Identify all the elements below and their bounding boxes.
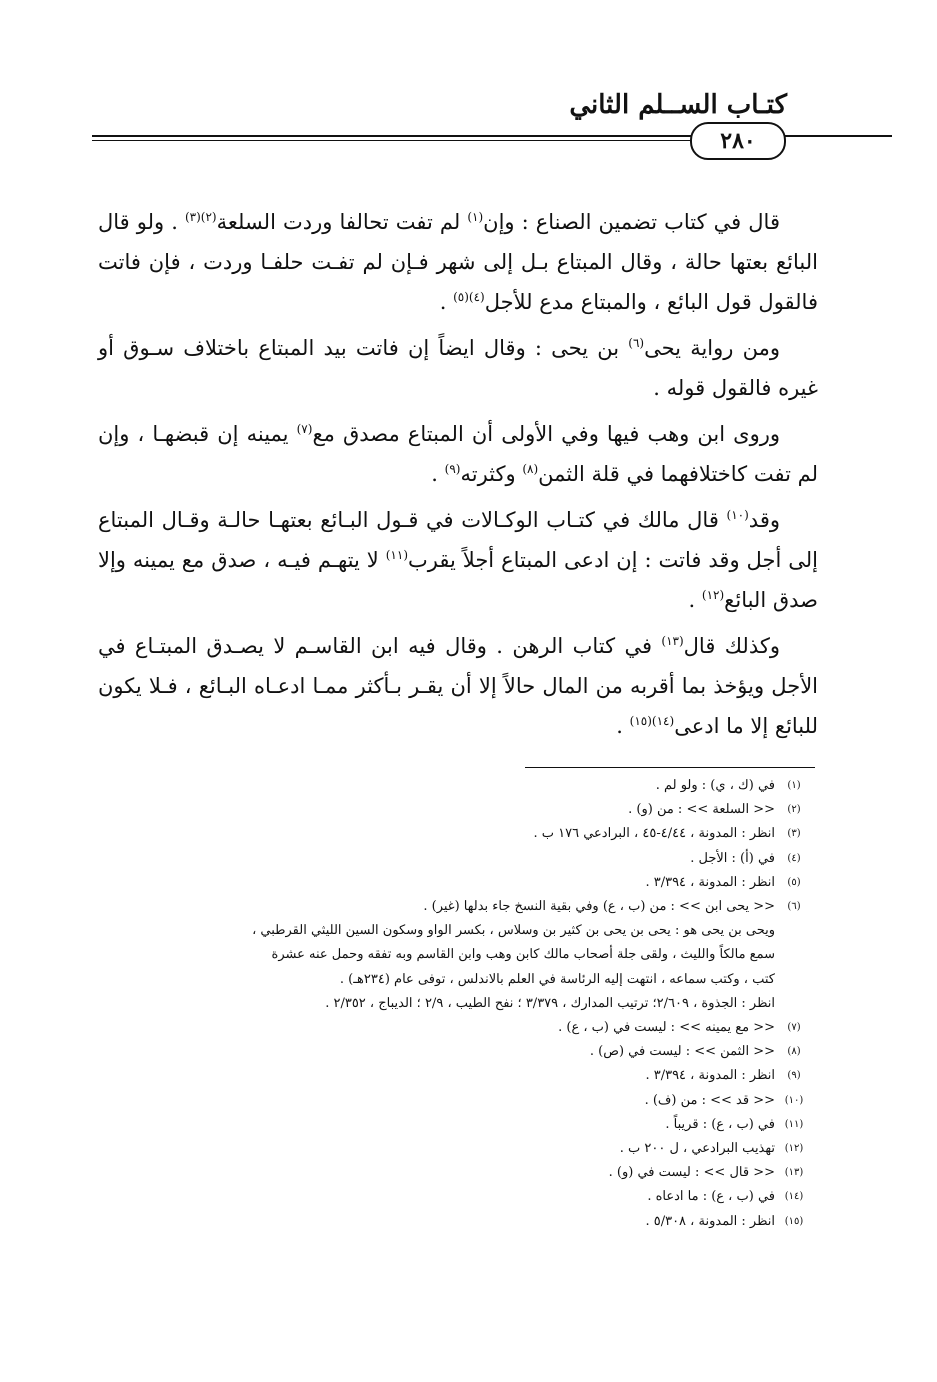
footnote	[95, 871, 813, 895]
text-run: وكثرته	[460, 462, 523, 486]
footnote	[95, 847, 813, 871]
footnote-number: (١٠)	[784, 1094, 804, 1106]
footnote-text: << يحى ابن >> : من (ب ، ع) وفي بقية النسخ جاء بدلها (غير) .	[423, 899, 775, 915]
text-run: لا يتهـم فيـه ، صدق مع يمينه وإلا صدق البائع	[98, 548, 818, 612]
paragraph	[98, 500, 818, 620]
footnote-text: في (ب ، ع) : قريباً .	[665, 1116, 775, 1132]
footnote-ref[interactable]: (٨)	[522, 462, 539, 476]
footnote-text: << السلعة >> : من (و) .	[628, 802, 775, 818]
footnote-number: (٧)	[787, 1022, 801, 1034]
footnote-number: (١)	[787, 780, 801, 791]
footnote-text: << مع يمينه >> : ليست في (ب ، ع) .	[558, 1020, 775, 1036]
footnote-text: انظر : المدونة ، ٤/٤٤-٤٥ ، البرادعي ١٧٦ ب .	[533, 826, 775, 842]
text-run: بن يحى : وقال ايضاً إن فاتت بيد المبتاع باختلاف سـوق أو غيره فالقول قوله .	[98, 336, 818, 400]
footnote-number: (١٢)	[784, 1143, 804, 1155]
text-run: وقد	[748, 508, 780, 532]
text-run: قال مالك في كتـاب الوكـالات في قـول البـائع بعتهـا حالـة وقـال المبتاع إلى أجل وقد فاتت : إن ادعى المبتاع أجلاً يقرب	[98, 508, 818, 572]
footnote-ref[interactable]: (١٠)	[726, 508, 749, 522]
footnote-number: (٦)	[787, 901, 801, 913]
footnote	[95, 1161, 813, 1185]
paragraph	[98, 626, 818, 746]
footnote-number: (٢)	[787, 804, 801, 816]
footnote-text: في (ك ، ي) : ولو لم .	[655, 778, 775, 793]
page-number: ٢٨٠	[690, 122, 786, 160]
footnote	[95, 774, 813, 798]
text-run: يمينه إن قبضهـا ، وإن لم تفت كاختلافهما في قلة الثمن	[98, 422, 818, 486]
text-run: .	[439, 290, 454, 314]
text-run: في كتاب الرهن . وقال فيه ابن القاسـم لا يصـدق المبتـاع في الأجل ويؤخذ بما أقربه من المال حالاً إلا أن يقـر بـأكثر ممـا ادعـاه البـائع ، فـلا يكون للبائع إلا ما ادعى	[98, 634, 818, 738]
footnote-text: << قال >> : ليست في (و) .	[608, 1165, 775, 1181]
footnote-number: (٤)	[787, 852, 801, 864]
text-run: .	[431, 462, 445, 486]
footnote-continuation: انظر : الجذوة ، ٢/٦٠٩؛ ترتيب المدارك ، ٣/٣٧٩ ؛ نفح الطيب ، ٢/٩ ؛ الديباج ، ٢/٣٥٢ .	[325, 995, 775, 1011]
text-run: وروى ابن وهب فيها وفي الأولى أن المبتاع مصدق مع	[312, 422, 780, 446]
footnote	[95, 1113, 813, 1137]
footnote	[95, 798, 813, 822]
footnote-ref[interactable]: (٢)(٣)	[184, 210, 217, 224]
paragraph	[98, 414, 818, 494]
footnote-number: (١١)	[784, 1118, 804, 1130]
footnote-number: (٥)	[787, 876, 801, 888]
footnotes	[95, 774, 813, 1234]
footnote-text: انظر : المدونة ، ٣/٣٩٤ .	[645, 874, 775, 890]
main-text	[98, 202, 818, 752]
footnote-ref[interactable]: (١٣)	[661, 634, 684, 648]
footnote-number: (١٥)	[784, 1215, 804, 1227]
footnote-text: في (ب ، ع) : ما ادعاه .	[647, 1189, 775, 1205]
text-run: ومن رواية يحى	[644, 336, 780, 360]
footnote-number: (٨)	[787, 1046, 801, 1058]
footnote	[95, 822, 813, 846]
footnote	[95, 1016, 813, 1040]
footnote-ref[interactable]: (٧)	[296, 422, 313, 436]
footnote-ref[interactable]: (١٢)	[701, 588, 725, 602]
footnote-number: (١٣)	[784, 1167, 804, 1179]
footnote-text: انظر : المدونة ، ٣/٣٩٤ .	[645, 1068, 775, 1084]
footnote-ref[interactable]: (١)	[467, 210, 484, 224]
footnote-number: (٩)	[787, 1070, 801, 1082]
footnote-ref[interactable]: (١١)	[385, 548, 408, 562]
footnote-ref[interactable]: (٤)(٥)	[453, 290, 485, 304]
footnote	[95, 895, 813, 919]
running-header-title: كتـاب الســلم الثاني	[569, 90, 787, 120]
footnote-text: << الثمن >> : ليست في (ص) .	[589, 1044, 775, 1060]
text-run: قال في كتاب تضمين الصناع : وإن	[483, 210, 780, 234]
footnote	[95, 1185, 813, 1209]
text-run: لم تفت تحالفا وردت السلعة	[216, 210, 468, 234]
footnote-ref[interactable]: (١٤)(١٥)	[629, 714, 675, 728]
footnote-text: << قد >> : من (ف) .	[644, 1092, 775, 1108]
footnote-text: تهذيب البرادعي ، ل ٢٠٠ ب .	[619, 1141, 775, 1157]
footnote-continuation: سمع مالكاً والليث ، ولقى جلة أصحاب مالك كابن وهب وابن القاسم وبه تفقه وحمل عنه عشرة	[271, 947, 775, 963]
footnote	[95, 1064, 813, 1088]
header-rule-thin	[92, 140, 692, 141]
paragraph	[98, 328, 818, 408]
footnote	[95, 1137, 813, 1161]
text-run: .	[616, 714, 630, 738]
footnote-continuation: ويحى بن يحى هو : يحى بن يحى بن كثير بن وسلاس ، بكسر الواو وسكون السين الليثي القرطبي ،	[252, 923, 775, 939]
text-run: .	[688, 588, 702, 612]
footnote-separator	[525, 767, 815, 768]
footnote	[95, 1089, 813, 1113]
paragraph	[98, 202, 818, 322]
footnote	[95, 1040, 813, 1064]
text-run: وكذلك قال	[683, 634, 780, 658]
text-run: . ولو قال البائع بعتها حالة ، وقال المبتاع بـل إلى شهر فـإن لم تفـت حلفـا وردت ، فإن فاتت فالقول قول البائع ، والمبتاع مدع للأجل	[98, 210, 818, 314]
footnote-ref[interactable]: (٩)	[444, 462, 461, 476]
footnote-number: (١٤)	[784, 1191, 804, 1203]
footnote-text: في (أ) : الأجل .	[690, 850, 775, 866]
footnote	[95, 1210, 813, 1234]
footnote-continuation: كتب ، وكتب سماعه ، انتهت إليه الرئاسة في العلم بالاندلس ، توفى عام (٢٣٤هـ) .	[339, 971, 775, 987]
footnote-ref[interactable]: (٦)	[628, 336, 645, 350]
footnote-text: انظر : المدونة ، ٥/٣٠٨ .	[645, 1213, 775, 1229]
footnote-number: (٣)	[787, 828, 801, 840]
